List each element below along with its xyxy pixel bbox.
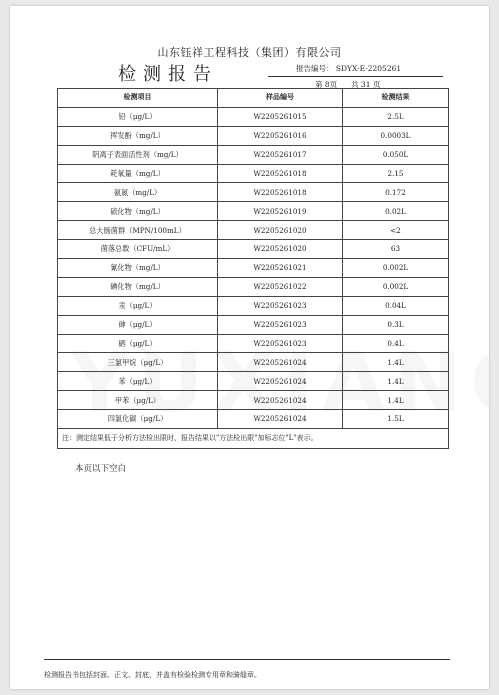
table-header-row — [58, 89, 449, 108]
table-row — [58, 240, 449, 259]
report-page — [10, 6, 489, 689]
company-name: 山东钰祥工程科技（集团）有限公司 — [157, 46, 342, 59]
cell-result: 0.0003L — [343, 126, 449, 145]
cell-sample-id: W2205261022 — [218, 277, 343, 296]
cell-result: 2.15 — [343, 164, 449, 183]
cell-item: 苯（μg/L） — [58, 372, 218, 391]
cell-item: 菌落总数（CFU/mL） — [58, 240, 218, 259]
table-row — [58, 353, 449, 372]
cell-sample-id: W2205261018 — [218, 183, 343, 202]
table-row — [58, 296, 449, 315]
cell-item: 四氯化碳（μg/L） — [58, 410, 218, 429]
table-row — [58, 221, 449, 240]
header-underline — [268, 76, 443, 77]
column-header-sample: 样品编号 — [218, 89, 343, 108]
blank-notice: 本页以下空白 — [75, 464, 127, 474]
table-row — [58, 107, 449, 126]
cell-item: 砷（μg/L） — [58, 315, 218, 334]
footer-text: 检测报告书包括封面、正文、封底，并盖有检验检测专用章和骑缝章。 — [44, 671, 261, 679]
table-row — [58, 410, 449, 429]
cell-result: <2 — [343, 221, 449, 240]
table-row — [58, 183, 449, 202]
cell-item: 铅（μg/L） — [58, 107, 218, 126]
table-row — [58, 145, 449, 164]
cell-result: 1.4L — [343, 353, 449, 372]
report-number: 报告编号： SDYX-E-2205261 — [296, 64, 402, 73]
cell-result: 1.4L — [343, 391, 449, 410]
cell-result: 63 — [343, 240, 449, 259]
cell-sample-id: W2205261018 — [218, 164, 343, 183]
cell-sample-id: W2205261019 — [218, 202, 343, 221]
cell-result: 0.02L — [343, 202, 449, 221]
cell-result: 0.4L — [343, 334, 449, 353]
cell-item: 碘化物（mg/L） — [58, 277, 218, 296]
table-row — [58, 202, 449, 221]
cell-sample-id: W2205261020 — [218, 221, 343, 240]
table-note: 注：测定结果低于分析方法检出限时，报告结果以"方法检出限"加标志位"L"表示。 — [58, 429, 449, 449]
table-row — [58, 372, 449, 391]
cell-sample-id: W2205261024 — [218, 353, 343, 372]
table-note-row — [58, 429, 449, 449]
cell-result: 2.5L — [343, 107, 449, 126]
cell-sample-id: W2205261024 — [218, 391, 343, 410]
column-header-item: 检测项目 — [58, 89, 218, 108]
table-row — [58, 334, 449, 353]
table-row — [58, 315, 449, 334]
cell-result: 0.04L — [343, 296, 449, 315]
cell-sample-id: W2205261021 — [218, 259, 343, 278]
cell-result: 0.050L — [343, 145, 449, 164]
cell-item: 阴离子表面活性剂（mg/L） — [58, 145, 218, 164]
cell-result: 1.5L — [343, 410, 449, 429]
cell-sample-id: W2205261023 — [218, 334, 343, 353]
cell-item: 氰化物（mg/L） — [58, 259, 218, 278]
cell-sample-id: W2205261024 — [218, 372, 343, 391]
cell-sample-id: W2205261017 — [218, 145, 343, 164]
cell-item: 总大肠菌群（MPN/100mL） — [58, 221, 218, 240]
cell-item: 耗氧量（mg/L） — [58, 164, 218, 183]
cell-item: 三氯甲烷（μg/L） — [58, 353, 218, 372]
cell-sample-id: W2205261024 — [218, 410, 343, 429]
cell-sample-id: W2205261023 — [218, 315, 343, 334]
column-header-result: 检测结果 — [343, 89, 449, 108]
cell-item: 氨氮（mg/L） — [58, 183, 218, 202]
page-total: 共 31 页 — [351, 80, 381, 89]
cell-sample-id: W2205261023 — [218, 296, 343, 315]
cell-result: 0.002L — [343, 277, 449, 296]
cell-result: 1.4L — [343, 372, 449, 391]
cell-item: 硒（μg/L） — [58, 334, 218, 353]
table-body — [58, 107, 449, 428]
cell-result: 0.002L — [343, 259, 449, 278]
table-row — [58, 391, 449, 410]
table-row — [58, 126, 449, 145]
cell-sample-id: W2205261016 — [218, 126, 343, 145]
results-table-container — [57, 88, 448, 449]
results-table — [57, 88, 449, 449]
cell-item: 汞（μg/L） — [58, 296, 218, 315]
cell-item: 硫化物（mg/L） — [58, 202, 218, 221]
cell-sample-id: W2205261015 — [218, 107, 343, 126]
cell-result: 0.3L — [343, 315, 449, 334]
table-row — [58, 164, 449, 183]
cell-item: 甲苯（μg/L） — [58, 391, 218, 410]
page-current: 第 8页 — [315, 80, 338, 89]
table-row — [58, 259, 449, 278]
footer-divider — [44, 659, 450, 660]
report-title: 检测报告 — [118, 64, 218, 85]
table-row — [58, 277, 449, 296]
cell-result: 0.172 — [343, 183, 449, 202]
cell-item: 挥发酚（mg/L） — [58, 126, 218, 145]
cell-sample-id: W2205261020 — [218, 240, 343, 259]
